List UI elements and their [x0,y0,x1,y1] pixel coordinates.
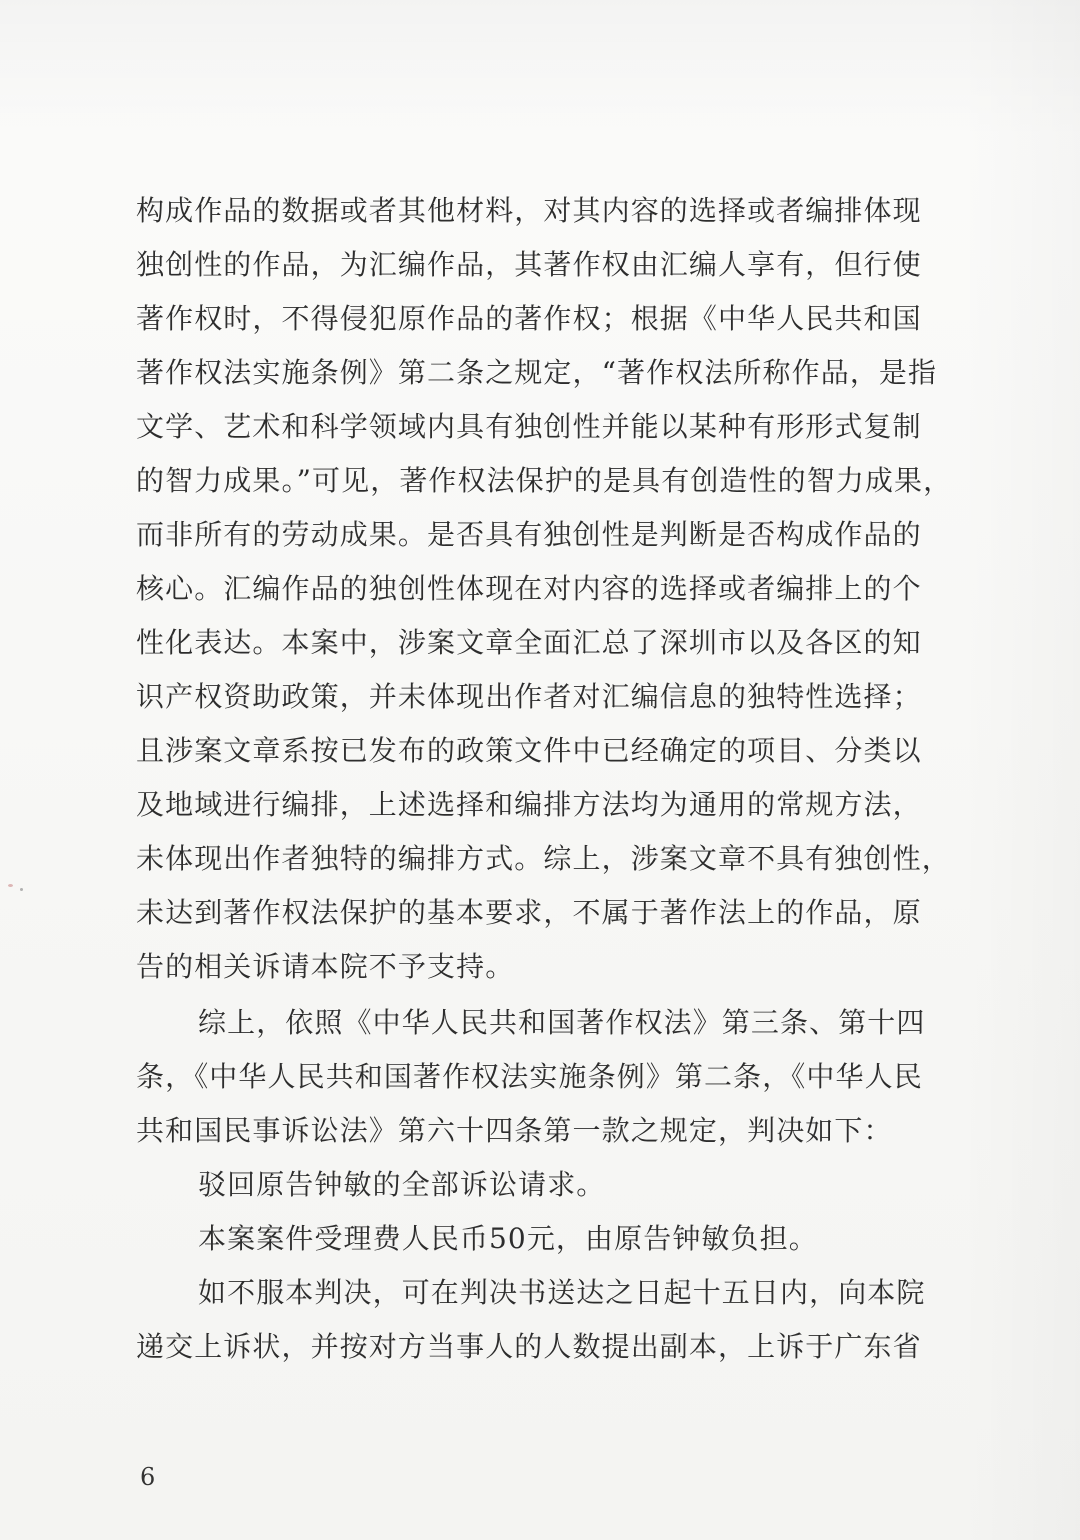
document-line-18: 共和国民事诉讼法》第六十四条第一款之规定，判决如下： [136,1114,893,1147]
document-line-14: 未达到著作权法保护的基本要求，不属于著作法上的作品，原 [136,896,922,929]
document-line-9: 性化表达。本案中，涉案文章全面汇总了深圳市以及各区的知 [136,626,922,659]
scan-shadow-right [960,0,1080,1540]
document-line-20: 本案案件受理费人民币50元，由原告钟敏负担。 [198,1222,818,1255]
document-line-15: 告的相关诉请本院不予支持。 [136,950,515,983]
document-line-7: 而非所有的劳动成果。是否具有独创性是判断是否构成作品的 [136,518,922,551]
document-line-3: 著作权时，不得侵犯原作品的著作权；根据《中华人民共和国 [136,302,922,335]
document-line-1: 构成作品的数据或者其他材料，对其内容的选择或者编排体现 [136,194,922,227]
page-number: 6 [140,1463,156,1491]
scan-dot-mark-secondary [20,888,23,891]
document-line-6: 的智力成果。”可见，著作权法保护的是具有创造性的智力成果， [136,464,953,497]
document-line-12: 及地域进行编排，上述选择和编排方法均为通用的常规方法， [136,788,922,821]
document-body [136,184,953,1374]
document-line-11: 且涉案文章系按已发布的政策文件中已经确定的项目、分类以 [136,734,922,767]
document-line-22: 递交上诉状，并按对方当事人的人数提出副本，上诉于广东省 [136,1330,922,1363]
document-line-8: 核心。汇编作品的独创性体现在对内容的选择或者编排上的个 [136,572,922,605]
document-line-21: 如不服本判决，可在判决书送达之日起十五日内，向本院 [198,1276,926,1309]
scan-shadow-top [0,0,1080,140]
document-line-16: 综上，依照《中华人民共和国著作权法》第三条、第十四 [198,1006,926,1039]
document-line-4: 著作权法实施条例》第二条之规定，“著作权法所称作品，是指 [136,356,938,389]
document-line-13: 未体现出作者独特的编排方式。综上，涉案文章不具有独创性， [136,842,951,875]
document-line-5: 文学、艺术和科学领域内具有独创性并能以某种有形形式复制 [136,410,922,443]
document-line-10: 识产权资助政策，并未体现出作者对汇编信息的独特性选择； [136,680,922,713]
document-line-19: 驳回原告钟敏的全部诉讼请求。 [198,1168,606,1201]
document-line-17: 条，《中华人民共和国著作权法实施条例》第二条，《中华人民 [136,1060,923,1093]
scan-dot-mark [8,884,13,887]
document-line-2: 独创性的作品，为汇编作品，其著作权由汇编人享有，但行使 [136,248,922,281]
